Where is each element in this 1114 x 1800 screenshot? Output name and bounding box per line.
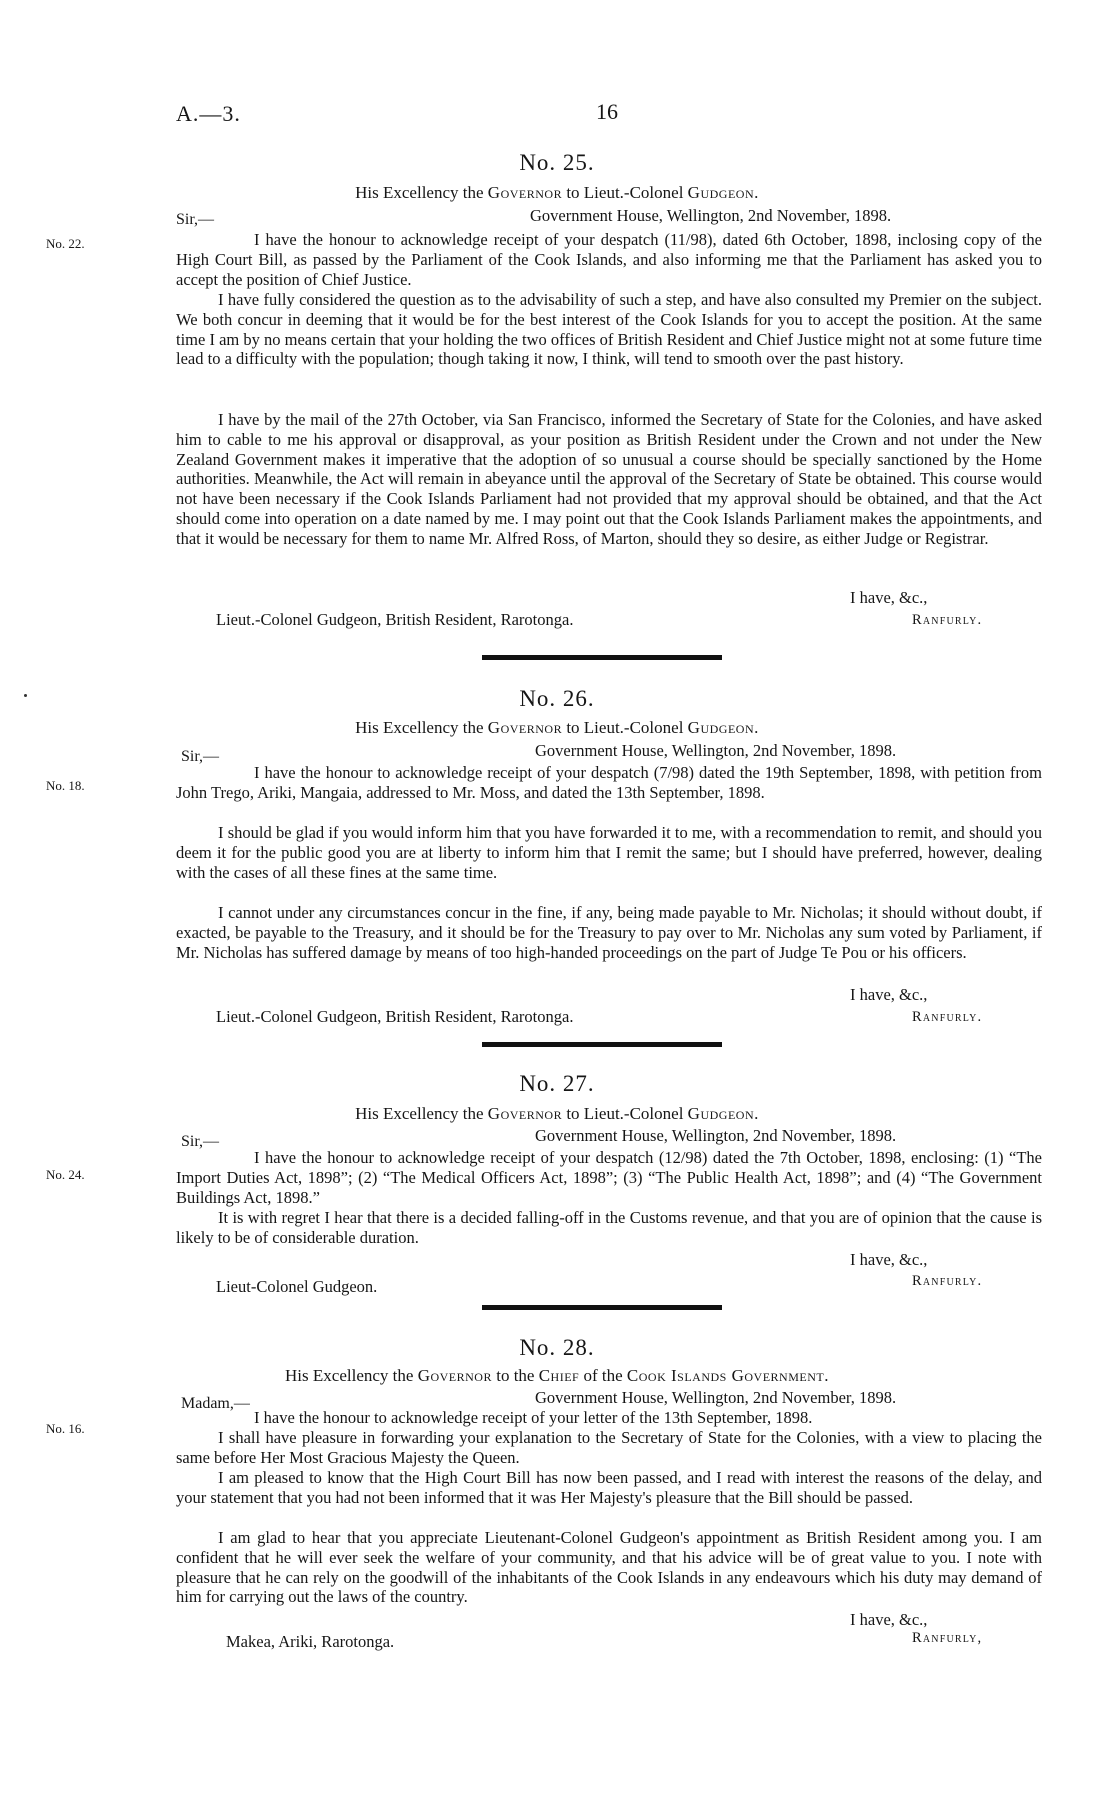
paragraph: I should be glad if you would inform him that you have forwarded it to me, with a recommendation to remit, and should you deem it for the public good you are at liberty to inform him that I remit the same; but I should have preferred, however, dealing with the cases of all these fines at the same time. [176,823,1042,882]
letter-heading: His Excellency the Governor to Lieut.-Colonel Gudgeon. [355,183,759,202]
page-number: 16 [596,99,618,124]
paragraph: I have fully considered the question as to the advisability of such a step, and have also consulted my Premier on the subject. We both concur in deeming that it would be for the best interest of the Cook Islands for you to accept the position. At the same time I am by no means certain that your holding the two offices of British Resident and Chief Justice might not at some future time lead to a difficulty with the population; though taking it now, I think, will tend to smooth over the past history. [176,290,1042,369]
letter-heading: His Excellency the Governor to Lieut.-Colonel Gudgeon. [355,718,759,737]
letter-number: No. 27. [519,1071,595,1096]
margin-reference: No. 16. [46,1421,85,1436]
paragraph: I shall have pleasure in forwarding your explanation to the Secretary of State for the Colonies, with a view to placing the same before Her Most Gracious Majesty the Queen. [176,1428,1042,1467]
letter-date: Government House, Wellington, 2nd November, 1898. [535,1388,897,1407]
letter-number: No. 28. [519,1335,595,1360]
salutation: Sir,— [181,748,220,765]
margin-reference: No. 24. [46,1167,85,1182]
section-divider [482,1305,722,1310]
letter-date: Government House, Wellington, 2nd November, 1898. [535,1126,897,1145]
letter-heading: His Excellency the Governor to the Chief of the Cook Islands Government. [285,1366,829,1385]
paragraph: It is with regret I hear that there is a decided falling-off in the Customs revenue, and that you are of opinion that the cause is likely to be of considerable duration. [176,1208,1042,1247]
addressee: Lieut.-Colonel Gudgeon, British Resident, Rarotonga. [216,610,574,629]
document-series-label: A.—3. [176,101,241,126]
paragraph: I have the honour to acknowledge receipt of your despatch (7/98) dated the 19th September, 1898, with petition from John Trego, Ariki, Mangaia, addressed to Mr. Moss, and dated the 13th September, 1898. [176,763,1042,802]
signature: Ranfurly. [912,612,983,628]
addressee: Makea, Ariki, Rarotonga. [226,1632,395,1651]
paragraph: I cannot under any circumstances concur in the fine, if any, being made payable to Mr. Nicholas; it should without doubt, if exacted, be payable to the Treasury, and it should be for the Treasury to pay over to Mr. Nicholas any sum voted by Parliament, if Mr. Nicholas has suffered damage by means of too high-handed proceedings on the part of Judge Te Pou or his officers. [176,903,1042,962]
signature: Ranfurly. [912,1273,983,1289]
closing: I have, &c., [850,985,928,1004]
closing: I have, &c., [850,1610,928,1629]
salutation: Sir,— [181,1133,220,1150]
paragraph: I have the honour to acknowledge receipt of your despatch (11/98), dated 6th October, 1898, inclosing copy of the High Court Bill, as passed by the Parliament of the Cook Islands, and also informing me that the Parliament has asked you to accept the position of Chief Justice. [176,230,1042,289]
margin-reference: No. 22. [46,236,85,251]
paragraph: I have the honour to acknowledge receipt of your letter of the 13th September, 1898. [254,1408,813,1427]
letter-heading: His Excellency the Governor to Lieut.-Colonel Gudgeon. [355,1104,759,1123]
addressee: Lieut-Colonel Gudgeon. [216,1277,378,1296]
section-divider [482,655,722,660]
paragraph: I am glad to hear that you appreciate Lieutenant-Colonel Gudgeon's appointment as British Resident among you. I am confident that he will ever seek the welfare of your community, and that his advice will be of great value to you. I note with pleasure that he can rely on the goodwill of the inhabitants of the Cook Islands in any endeavours which his duty may demand of him for carrying out the laws of the country. [176,1528,1042,1607]
closing: I have, &c., [850,1250,928,1269]
margin-reference: No. 18. [46,778,85,793]
letter-date: Government House, Wellington, 2nd November, 1898. [535,741,897,760]
letter-date: Government House, Wellington, 2nd November, 1898. [530,206,892,225]
salutation: Sir,— [176,211,215,228]
closing: I have, &c., [850,588,928,607]
paragraph: I have by the mail of the 27th October, via San Francisco, informed the Secretary of State for the Colonies, and have asked him to cable to me his approval or disapproval, as your position as British Resident under the Crown and not under the New Zealand Government makes it imperative that the adoption of so unusual a course should be specially sanctioned by the Home authorities. Meanwhile, the Act will remain in abeyance until the approval of the Secretary of State be obtained. This course would not have been necessary if the Cook Islands Parliament had not provided that my approval should be obtained, and that the Act should come into operation on a date named by me. I may point out that the Cook Islands Parliament makes the appointments, and that it would be necessary for them to name Mr. Alfred Ross, of Marton, should they so desire, as either Judge or Registrar. [176,410,1042,548]
paragraph: I have the honour to acknowledge receipt of your despatch (12/98) dated the 7th October, 1898, enclosing: (1) “The Import Duties Act, 1898”; (2) “The Medical Officers Act, 1898”; (3) “The Public Health Act, 1898”; and (4) “The Government Buildings Act, 1898.” [176,1148,1042,1207]
section-divider [482,1042,722,1047]
signature: Ranfurly. [912,1009,983,1025]
salutation: Madam,— [181,1395,250,1412]
addressee: Lieut.-Colonel Gudgeon, British Resident, Rarotonga. [216,1007,574,1026]
paragraph: I am pleased to know that the High Court Bill has now been passed, and I read with interest the reasons of the delay, and your statement that you had not been informed that it was Her Majesty's pleasure that the Bill should be passed. [176,1468,1042,1507]
letter-number: No. 25. [519,150,595,175]
letter-number: No. 26. [519,686,595,711]
signature: Ranfurly, [912,1630,983,1646]
